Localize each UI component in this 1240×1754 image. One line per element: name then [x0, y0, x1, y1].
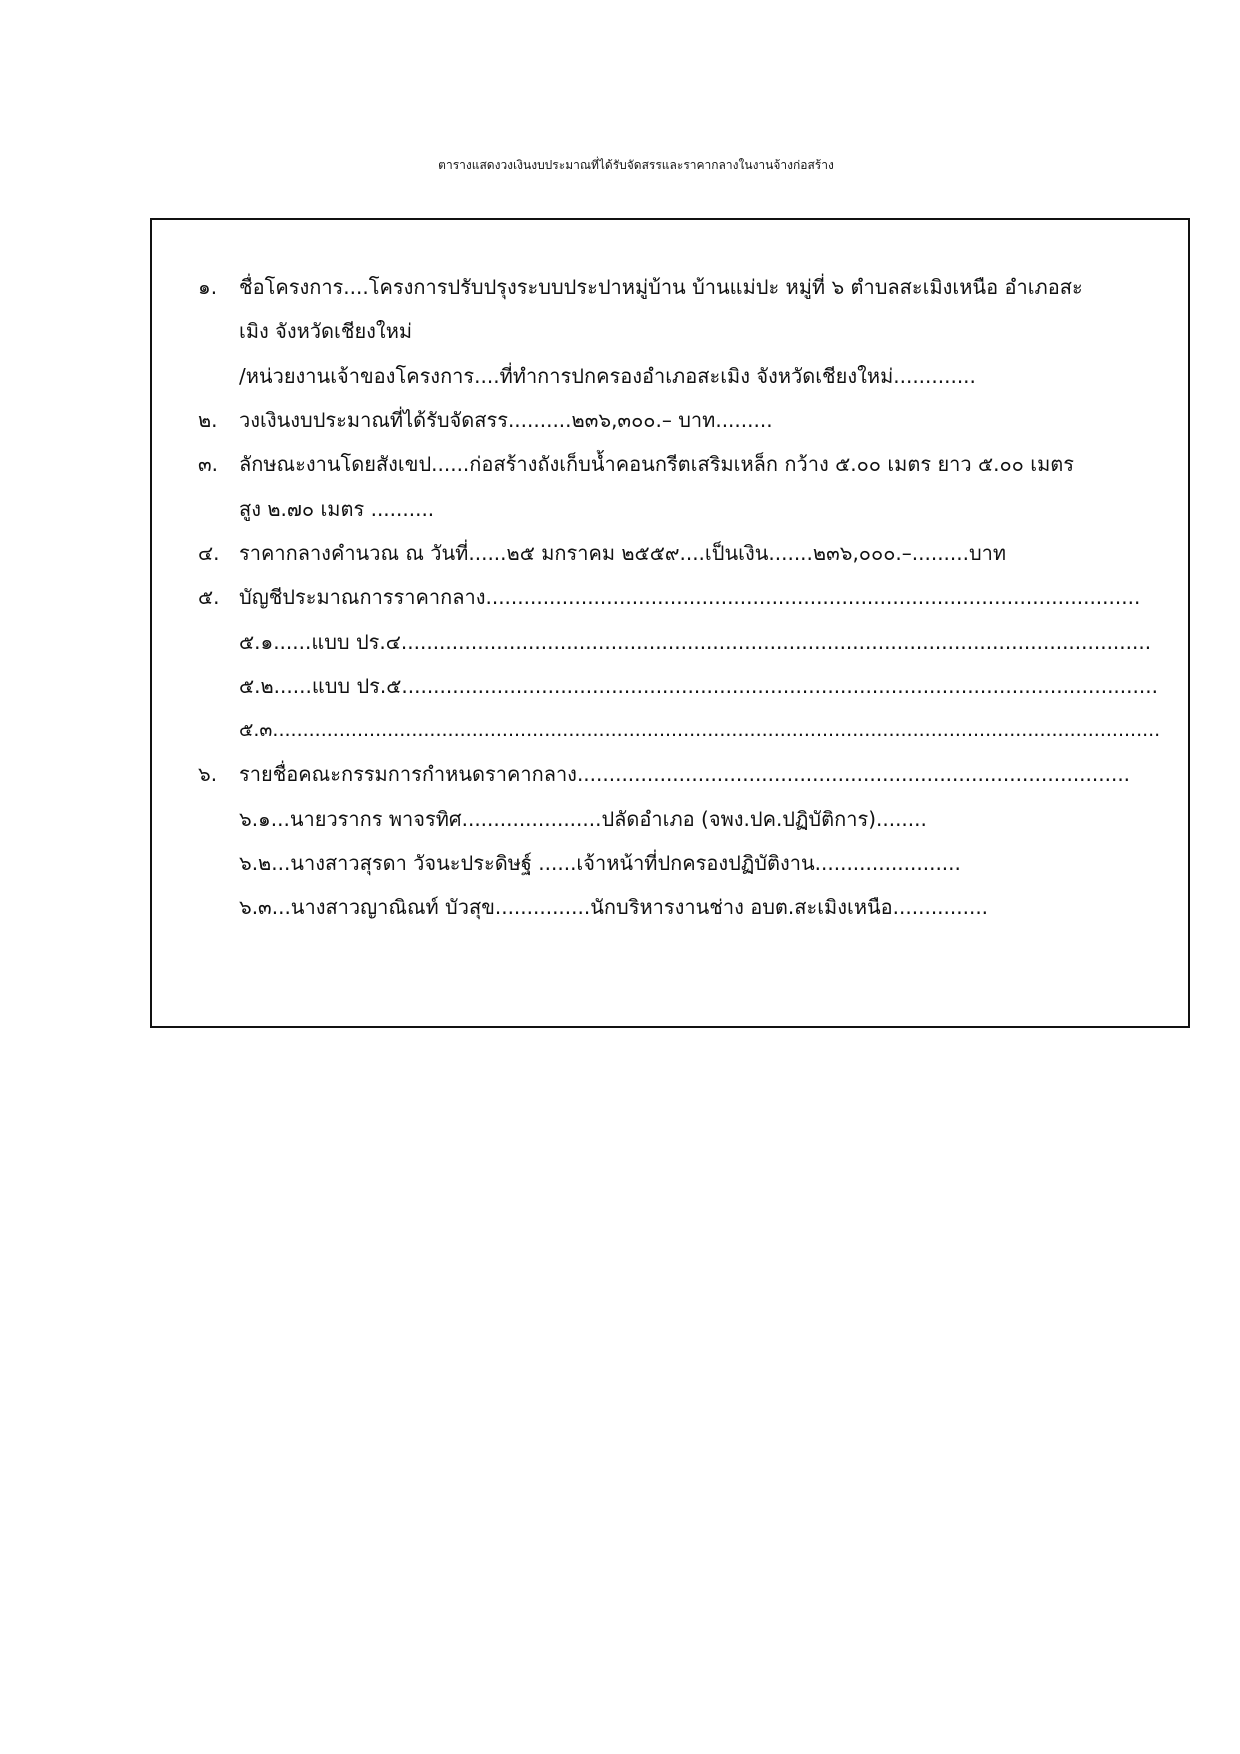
item-2-number: ๒.: [198, 408, 218, 432]
item-6-number: ๖.: [198, 762, 218, 786]
item-2-budget: วงเงินงบประมาณที่ได้รับจัดสรร..........๒๓๖,๓๐๐.– บาท.........: [239, 408, 773, 432]
item-6-1: ๖.๑...นายวรากร พาจรทิศ......................ปลัดอำเภอ (จพง.ปค.ปฏิบัติการ)........: [239, 807, 927, 831]
item-1-project-name: ชื่อโครงการ....โครงการปรับปรุงระบบประปาหมู่บ้าน บ้านแม่ปะ หมู่ที่ ๖ ตำบลสะเมิงเหนือ อำเภอสะ: [239, 275, 1083, 299]
item-3-number: ๓.: [198, 452, 219, 476]
item-5-number: ๕.: [198, 585, 220, 609]
item-5-2: ๕.๒......แบบ ปร.๕.......................................................................................................................: [239, 674, 1158, 698]
content-box: [150, 218, 1190, 1028]
item-3-work-description-cont: สูง ๒.๗๐ เมตร ..........: [239, 497, 435, 521]
item-1-number: ๑.: [198, 275, 218, 299]
item-3-work-description: ลักษณะงานโดยสังเขป......ก่อสร้างถังเก็บน้ำคอนกรีตเสริมเหล็ก กว้าง ๕.๐๐ เมตร ยาว ๕.๐๐ เมตร: [239, 452, 1074, 476]
item-6-3: ๖.๓...นางสาวญาณิณท์ บัวสุข...............นักบริหารงานช่าง อบต.สะเมิงเหนือ...............: [239, 895, 989, 919]
item-1-project-name-cont: เมิง จังหวัดเชียงใหม่: [239, 319, 413, 343]
item-4-number: ๔.: [198, 541, 220, 565]
document-title: ตารางแสดงวงเงินงบประมาณที่ได้รับจัดสรรและราคากลางในงานจ้างก่อสร้าง: [438, 158, 834, 172]
item-4-median-price: ราคากลางคำนวณ ณ วันที่......๒๕ มกราคม ๒๕๕๙....เป็นเงิน.......๒๓๖,๐๐๐.–.........บาท: [239, 541, 1007, 565]
item-1-owner-agency: /หน่วยงานเจ้าของโครงการ....ที่ทำการปกครองอำเภอสะเมิง จังหวัดเชียงใหม่.............: [239, 364, 976, 388]
item-5-3: ๕.๓...................................................................................................................................................: [239, 719, 1161, 741]
item-5-1: ๕.๑......แบบ ปร.๔......................................................................................................................: [239, 630, 1152, 654]
item-6-committee-list: รายชื่อคณะกรรมการกำหนดราคากลาง.......................................................................................: [239, 762, 1131, 786]
item-5-estimate-list: บัญชีประมาณการราคากลาง.......................................................................................................: [239, 585, 1141, 609]
item-6-2: ๖.๒...นางสาวสุรดา วัจนะประดิษฐ์ ......เจ้าหน้าที่ปกครองปฏิบัติงาน.......................: [239, 851, 961, 875]
